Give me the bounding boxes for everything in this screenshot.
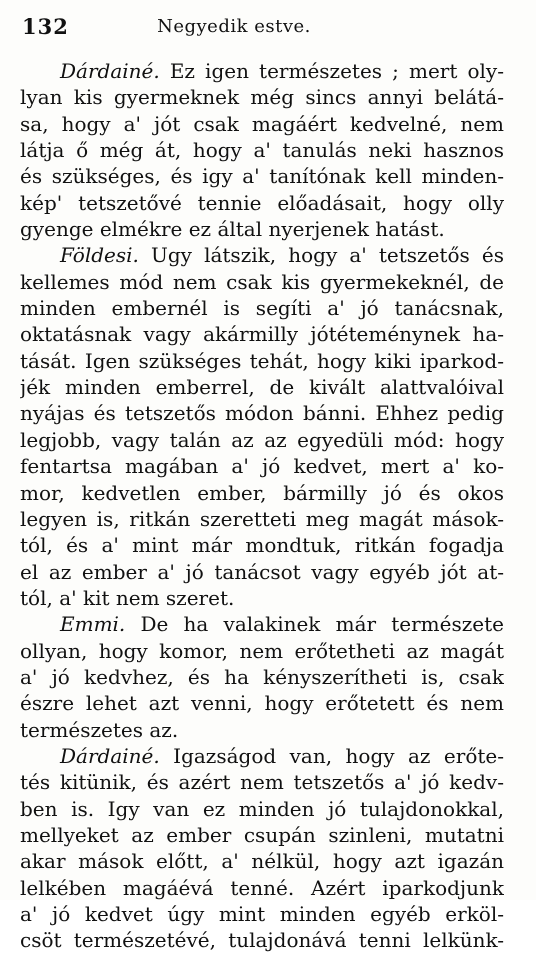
text-line: sa, hogy a' jót csak magáért kedvelné, nem (20, 111, 504, 136)
text-line: gyenge elmékre ez által nyerjenek hatást. (20, 217, 445, 242)
text-line (20, 611, 504, 637)
paragraph-dardaine-1 (20, 58, 504, 242)
page-number: 132 (22, 14, 69, 39)
text-line (20, 743, 504, 769)
text-line: tól, és a' mint már mondtuk, ritkán fogadja (20, 533, 504, 558)
text-line: el az ember a' jó tanácsot vagy egyéb jót at- (20, 559, 504, 584)
text-line: tól, a' kit nem szeret. (20, 585, 235, 610)
text-line: kép' tetszetővé tennie előadásait, hogy olly (20, 190, 504, 215)
text-line: természetes az. (20, 717, 179, 742)
text-line: a' jó kedvet úgy mint minden egyéb erköl- (20, 902, 504, 926)
text-line: ben is. Igy van ez minden jó tulajdonokkal, (20, 796, 504, 821)
paragraph-foldesi (20, 242, 504, 611)
running-head (22, 10, 506, 42)
line-text: Ugy látszik, hogy a' tetszetős és (138, 243, 504, 268)
text-line: nyájas és tetszetős módon bánni. Ehhez pedig (20, 401, 504, 426)
text-line: mor, kedvetlen ember, bármilly jó és okos (20, 480, 504, 505)
text-line: minden embernél is segíti a' jó tanácsnak, (20, 296, 504, 321)
text-line: fentartsa magában a' jó kedvet, mert a' ko- (20, 454, 504, 479)
text-line: és szükséges, és igy a' tanítónak kell minden- (20, 164, 504, 189)
line-text: Ez igen természetes ; mert oly- (159, 59, 504, 83)
text-line: lelkében magáévá tenné. Azért iparkodjunk (20, 875, 504, 900)
paragraph-emmi (20, 611, 504, 743)
line-text: De ha valakinek már természete (125, 612, 504, 637)
text-line: csöt természetévé, tulajdonává tenni lelkünk- (20, 928, 504, 953)
text-line: tását. Igen szükséges tehát, hogy kiki iparkod- (20, 348, 504, 373)
text-line: akar mások előtt, a' nélkül, hogy azt igazán (20, 849, 504, 874)
paragraph-dardaine-2 (20, 743, 504, 954)
text-line: észre lehet azt venni, hogy erőtetett és nem (20, 691, 504, 716)
speaker-name: Emmi. (60, 612, 126, 637)
text-line: a' jó kedvhez, és ha kényszerítheti is, csak (20, 664, 504, 689)
text-line: legyen is, ritkán szeretteti meg magát mások- (20, 506, 504, 531)
speaker-name: Földesi. (60, 243, 139, 268)
text-line: látja ő még át, hogy a' tanulás neki hasznos (20, 138, 504, 163)
speaker-name: Dárdainé. (60, 59, 160, 83)
text-line (20, 242, 504, 268)
text-line: oktatásnak vagy akármilly jótéteménynek ha- (20, 322, 504, 347)
text-line (20, 58, 504, 84)
text-line: kellemes mód nem csak kis gyermekeknél, de (20, 269, 504, 294)
text-line: jék minden emberrel, de kivált alattvalóival (20, 375, 504, 400)
text-line: mellyeket az ember csupán szinleni, mutatni (20, 822, 504, 847)
line-text: Igazságod van, hogy az erőte- (159, 743, 504, 768)
text-line: legjobb, vagy talán az az egyedüli mód: hogy (20, 427, 504, 452)
body-text (20, 58, 504, 954)
text-line: ollyan, hogy komor, nem erőtetheti az magát (20, 638, 504, 663)
speaker-name: Dárdainé. (60, 743, 160, 768)
text-line: tés kitünik, és azért nem tetszetős a' jó kedv- (20, 770, 504, 795)
text-line: lyan kis gyermeknek még sincs annyi belátá- (20, 85, 504, 110)
running-title: Negyedik estve. (157, 16, 311, 37)
